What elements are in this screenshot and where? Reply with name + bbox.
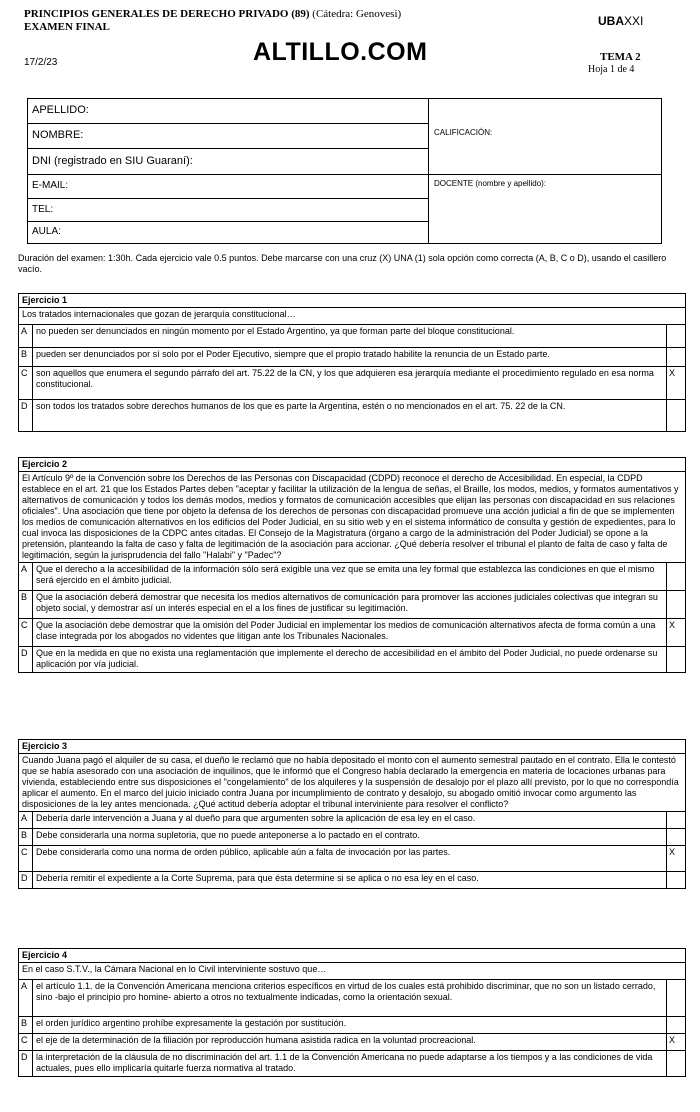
option-letter: D <box>19 400 33 431</box>
answer-checkbox[interactable] <box>667 812 685 828</box>
dni-field[interactable]: DNI (registrado en SIU Guaraní): <box>28 149 428 175</box>
course-title <box>24 8 401 34</box>
exercise-title: Ejercicio 2 <box>19 458 685 472</box>
option-letter: C <box>19 1034 33 1050</box>
docente-label: DOCENTE (nombre y apellido): <box>434 179 547 188</box>
answer-checkbox[interactable] <box>667 872 685 888</box>
student-id-box <box>27 98 662 244</box>
answer-checkbox[interactable]: X <box>669 620 676 630</box>
option-text: Que la asociación deberá demostrar que necesita los medios alternativos de comunicación para promover las acciones judiciales colectivas que integran su objeto social, y demostrar así un interés especial en el a los fines de justificar su legitimación. <box>33 591 667 618</box>
answer-checkbox[interactable] <box>667 325 685 347</box>
option-text: Que el derecho a la accesibilidad de la información sólo será exigible una vez que se emita una ley formal que establezca las condiciones en que el mismo será ejercido en el ámbito judicial. <box>33 563 667 590</box>
exercise-question: El Artículo 9º de la Convención sobre los Derechos de las Personas con Discapacidad (CDPD) reconoce el derecho de Accesibilidad. En especial, la CDPD establece en el art. 21 que los Estados Partes deben "aceptar y facilitar la utilización de la lengua de señas, el Braille, los modos, medios, y formatos aumentativos y alternativos de comunicación y todos los demás modos, medios y formatos de comunicación accesibles que elijan las personas con discapacidad en sus relaciones oficiales". Una asociación que tiene por objeto la defensa de los derechos de personas con discapacidad promueve una acción judicial a fin de que se implementen los medios de comunicación alternativos en los edificios del Poder Judicial, en su sitio web y en el sistema informático de consulta y gestión de expedientes, para lo cual invoca las disposiciones de la CDPC antes citadas. El Consejo de la Magistratura (órgano a cargo de la administración del Poder Judicial) se opone a la pretensión, planteando la falta de caso y falta de legitimación de la asociación para accionar. ¿Qué debería resolver el tribunal el planto de falta de caso y falta de legitimación, según la jurisprudencia del fallo "Halabi" y "Padec"? <box>19 472 685 563</box>
exercise-2 <box>18 457 686 673</box>
option-letter: D <box>19 1051 33 1076</box>
answer-checkbox[interactable] <box>667 400 685 431</box>
option-row <box>19 367 685 400</box>
uba-logo <box>598 14 643 28</box>
exercise-3 <box>18 739 686 889</box>
calificacion-cell <box>429 99 662 175</box>
aula-field[interactable]: AULA: <box>32 226 61 237</box>
option-row <box>19 348 685 367</box>
option-text: Debe considerarla como una norma de orden público, aplicable aún a falta de invocación por las partes. <box>33 846 667 871</box>
option-letter: A <box>19 980 33 1016</box>
answer-checkbox[interactable] <box>667 348 685 366</box>
option-row <box>19 619 685 647</box>
option-row <box>19 591 685 619</box>
nombre-field[interactable]: NOMBRE: <box>28 124 428 149</box>
option-letter: A <box>19 325 33 347</box>
exercise-question: En el caso S.T.V., la Cámara Nacional en lo Civil interviniente sostuvo que… <box>19 963 685 980</box>
exercise-title: Ejercicio 1 <box>19 294 685 308</box>
exercise-title: Ejercicio 3 <box>19 740 685 754</box>
answer-checkbox[interactable] <box>667 829 685 845</box>
option-text: Debería remitir el expediente a la Corte Suprema, para que ésta determine si se aplica o no esa ley en el caso. <box>33 872 667 888</box>
option-letter: C <box>19 367 33 399</box>
option-letter: B <box>19 829 33 845</box>
answer-checkbox[interactable] <box>667 647 685 672</box>
option-letter: B <box>19 348 33 366</box>
option-row <box>19 872 685 889</box>
exercise-question: Cuando Juana pagó el alquiler de su casa, el dueño le reclamó que no había depositado el monto con el aumento semestral pautado en el contrato. Ella le contestó que se había asesorado con una asociación de inquilinos, que le informó que el Congreso había declarado la emergencia en materia de locaciones urbanas para vivienda, estableciendo entre sus disposiciones el "congelamiento" de los alquileres y la suspensión de desalojo por el plazo allí previsto, por lo que no correspondía aplicar el aumento. En el marco del juicio iniciado contra Juana por incumplimiento de contrato y desalojo, su abogado omitió invocar como argumento las disposiciones de la ley antes mencionada. ¿Qué actitud debería adoptar el tribunal interviniente para resolver el conflicto? <box>19 754 685 812</box>
answer-checkbox[interactable]: X <box>669 1035 676 1045</box>
grading-panel <box>428 99 662 243</box>
option-text: el orden jurídico argentino prohíbe expresamente la gestación por sustitución. <box>33 1017 667 1033</box>
page-counter: Hoja 1 de 4 <box>588 64 635 75</box>
option-letter: A <box>19 563 33 590</box>
uba-logo-bold: UBA <box>598 14 624 28</box>
answer-checkbox[interactable] <box>667 563 685 590</box>
option-text: son todos los tratados sobre derechos humanos de los que es parte la Argentina, estén o no mencionados en el art. 75. 22 de la CN. <box>33 400 667 431</box>
site-logo: ALTILLO.COM <box>253 38 428 66</box>
answer-checkbox[interactable] <box>667 1051 685 1076</box>
uba-logo-suffix: XXI <box>624 14 644 28</box>
tema-label: TEMA 2 <box>600 51 641 63</box>
option-letter: B <box>19 1017 33 1033</box>
option-row <box>19 846 685 872</box>
answer-checkbox[interactable] <box>667 980 685 1016</box>
option-text: el eje de la determinación de la filiación por reproducción humana asistida radica en la voluntad procreacional. <box>33 1034 667 1050</box>
calificacion-label: CALIFICACIÓN: <box>434 128 493 137</box>
option-row <box>19 1051 685 1077</box>
option-text: son aquellos que enumera el segundo párrafo del art. 75.22 de la CN, y los que adquieren esa jerarquía mediante el procedimiento regulado en esa norma constitucional. <box>33 367 667 399</box>
option-text: Que en la medida en que no exista una reglamentación que implemente el derecho de accesibilidad en el ámbito del Poder Judicial, no puede ordenarse su aplicación por vía judicial. <box>33 647 667 672</box>
answer-checkbox[interactable] <box>667 591 685 618</box>
option-row <box>19 829 685 846</box>
option-letter: D <box>19 872 33 888</box>
exercise-4 <box>18 948 686 1077</box>
option-row <box>19 400 685 432</box>
option-text: el artículo 1.1. de la Convención Americana menciona criterios específicos en virtud de los cuales está prohibido discriminar, que no son un listado cerrado, sino -bajo el principio pro homine- abierto a otros no textualmente indicadas, como la orientación sexual. <box>33 980 667 1016</box>
option-letter: A <box>19 812 33 828</box>
option-row <box>19 980 685 1017</box>
option-row <box>19 325 685 348</box>
course-name: PRINCIPIOS GENERALES DE DERECHO PRIVADO (89) <box>24 8 310 20</box>
apellido-field[interactable]: APELLIDO: <box>28 99 428 124</box>
answer-checkbox[interactable] <box>667 1017 685 1033</box>
option-row <box>19 563 685 591</box>
exercise-question: Los tratados internacionales que gozan de jerarquía constitucional… <box>19 308 685 325</box>
option-letter: C <box>19 846 33 871</box>
option-text: pueden ser denunciados por sí solo por el Poder Ejecutivo, siempre que el propio tratado habilite la renuncia de un Estado parte. <box>33 348 667 366</box>
option-text: Debe considerarla una norma supletoria, que no puede anteponerse a lo pactado en el contrato. <box>33 829 667 845</box>
exercise-title: Ejercicio 4 <box>19 949 685 963</box>
exercise-1 <box>18 293 686 432</box>
option-text: Debería darle intervención a Juana y al dueño para que argumenten sobre la aplicación de esa ley en el caso. <box>33 812 667 828</box>
option-row <box>19 1017 685 1034</box>
exam-type: EXAMEN FINAL <box>24 21 110 33</box>
option-text: la interpretación de la cláusula de no discriminación del art. 1.1 de la Convención Americana no puede adaptarse a los tiempos y a las condiciones de vida actuales, pues ello implicaría quitarle fuerza normativa al tratado. <box>33 1051 667 1076</box>
option-letter: D <box>19 647 33 672</box>
email-field[interactable]: E-MAIL: <box>28 175 428 199</box>
tel-field[interactable]: TEL: <box>28 199 428 222</box>
option-row <box>19 647 685 673</box>
exam-instructions: Duración del examen: 1:30h. Cada ejercicio vale 0.5 puntos. Debe marcarse con una cruz (X) UNA (1) sola opción como correcta (A, B, C o D), usando el casillero vacío. <box>18 253 667 274</box>
option-letter: B <box>19 591 33 618</box>
option-text: no pueden ser denunciados en ningún momento por el Estado Argentino, ya que forman parte del bloque constitucional. <box>33 325 667 347</box>
option-letter: C <box>19 619 33 646</box>
option-row <box>19 812 685 829</box>
option-text: Que la asociación debe demostrar que la omisión del Poder Judicial en implementar los medios de comunicación alternativos afecta de forma común a una clase integrada por los abogados no videntes que litigan ante los Tribunales Nacionales. <box>33 619 667 646</box>
option-row <box>19 1034 685 1051</box>
course-chair: (Cátedra: Genovesi) <box>309 8 402 20</box>
answer-checkbox[interactable]: X <box>669 847 676 857</box>
exam-date: 17/2/23 <box>24 57 58 68</box>
answer-checkbox[interactable]: X <box>669 368 676 378</box>
